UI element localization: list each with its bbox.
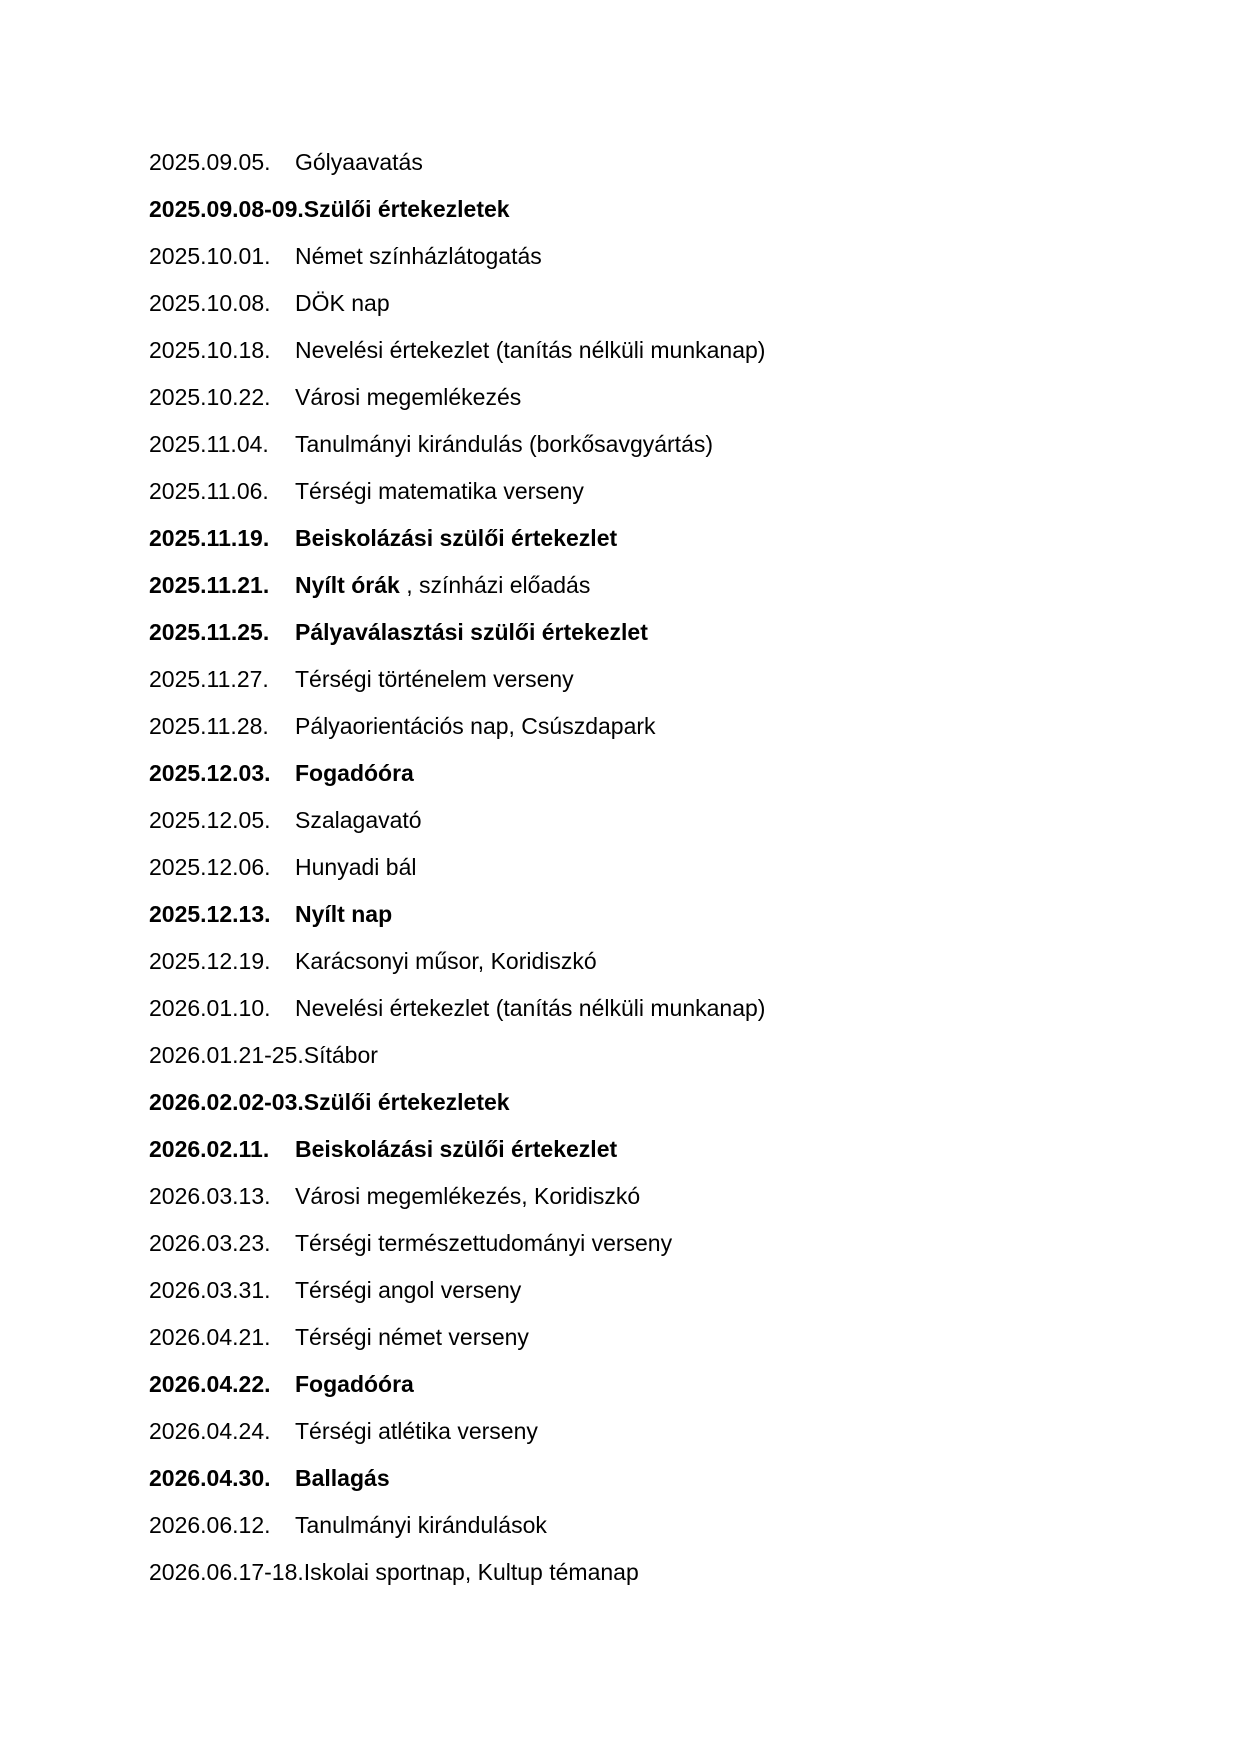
event-title: Fogadóóra (295, 1371, 414, 1397)
event-title: Térségi angol verseny (295, 1277, 522, 1303)
event-title: Hunyadi bál (295, 854, 417, 880)
event-date: 2025.12.19. (149, 948, 271, 974)
event-title: Nevelési értekezlet (tanítás nélküli munkanap) (295, 337, 766, 363)
schedule-row (149, 797, 765, 844)
event-title: Iskolai sportnap, Kultup témanap (303, 1559, 639, 1585)
schedule-row (149, 139, 765, 186)
schedule-row (149, 374, 765, 421)
event-date: 2025.09.08-09. (149, 196, 304, 222)
event-date: 2025.11.28. (149, 713, 269, 739)
event-date: 2026.04.22. (149, 1371, 271, 1397)
event-title: Nevelési értekezlet (tanítás nélküli munkanap) (295, 995, 766, 1021)
event-title: Fogadóóra (295, 760, 414, 786)
schedule-row (149, 1502, 765, 1549)
event-date: 2025.10.18. (149, 337, 271, 363)
schedule-row (149, 750, 765, 797)
event-title-suffix: , színházi előadás (406, 572, 591, 598)
event-date: 2025.10.22. (149, 384, 271, 410)
event-date: 2026.01.21-25. (149, 1042, 304, 1068)
event-date: 2026.03.13. (149, 1183, 271, 1209)
schedule-row (149, 515, 765, 562)
event-date: 2026.02.11. (149, 1136, 270, 1162)
event-date: 2025.12.05. (149, 807, 271, 833)
event-title: Tanulmányi kirándulás (borkősavgyártás) (295, 431, 714, 457)
event-title: Tanulmányi kirándulások (295, 1512, 547, 1538)
schedule-row (149, 1549, 765, 1596)
event-title: Pályaorientációs nap, Csúszdapark (295, 713, 656, 739)
schedule-row (149, 1267, 765, 1314)
event-title: Sítábor (303, 1042, 378, 1068)
schedule-row (149, 280, 765, 327)
event-date: 2025.11.21. (149, 572, 270, 598)
event-date: 2025.11.06. (149, 478, 269, 504)
schedule-row (149, 1126, 765, 1173)
schedule-row (149, 1173, 765, 1220)
event-title: Karácsonyi műsor, Koridiszkó (295, 948, 597, 974)
event-title: Szülői értekezletek (303, 1089, 510, 1115)
event-title: Beiskolázási szülői értekezlet (295, 525, 618, 551)
event-title: Nyílt órák (295, 572, 400, 598)
schedule-row (149, 609, 765, 656)
schedule-row (149, 186, 765, 233)
event-title: Térségi atlétika verseny (295, 1418, 538, 1444)
event-date: 2026.06.17-18. (149, 1559, 304, 1585)
event-date: 2025.11.19. (149, 525, 270, 551)
event-date: 2025.11.25. (149, 619, 270, 645)
event-title: Városi megemlékezés, Koridiszkó (295, 1183, 641, 1209)
event-title: Ballagás (295, 1465, 390, 1491)
schedule-row (149, 985, 765, 1032)
schedule-row (149, 1079, 765, 1126)
event-date: 2025.12.03. (149, 760, 271, 786)
event-date: 2025.10.01. (149, 243, 271, 269)
schedule-row (149, 938, 765, 985)
event-date: 2026.03.23. (149, 1230, 271, 1256)
schedule-row (149, 327, 765, 374)
event-date: 2025.12.06. (149, 854, 271, 880)
schedule-row (149, 1314, 765, 1361)
schedule-row (149, 421, 765, 468)
schedule-row (149, 656, 765, 703)
event-title: Térségi történelem verseny (295, 666, 574, 692)
event-date: 2026.04.30. (149, 1465, 271, 1491)
event-title: Városi megemlékezés (295, 384, 522, 410)
event-title: Beiskolázási szülői értekezlet (295, 1136, 618, 1162)
event-date: 2026.03.31. (149, 1277, 271, 1303)
schedule-row (149, 468, 765, 515)
schedule-row (149, 1032, 765, 1079)
event-schedule-list (149, 139, 765, 1596)
schedule-row (149, 1455, 765, 1502)
event-date: 2025.12.13. (149, 901, 271, 927)
event-title: Gólyaavatás (295, 149, 423, 175)
event-date: 2026.06.12. (149, 1512, 271, 1538)
event-date: 2026.01.10. (149, 995, 271, 1021)
schedule-row (149, 703, 765, 750)
event-title: Német színházlátogatás (295, 243, 542, 269)
event-title: Térségi természettudományi verseny (295, 1230, 673, 1256)
event-title: Térségi matematika verseny (295, 478, 584, 504)
event-date: 2026.02.02-03. (149, 1089, 304, 1115)
event-title: Térségi német verseny (295, 1324, 529, 1350)
schedule-row (149, 562, 765, 609)
event-date: 2025.11.04. (149, 431, 269, 457)
schedule-row (149, 891, 765, 938)
schedule-row (149, 1408, 765, 1455)
event-title: Pályaválasztási szülői értekezlet (295, 619, 648, 645)
event-date: 2025.11.27. (149, 666, 269, 692)
event-title: Nyílt nap (295, 901, 393, 927)
event-title: Szalagavató (295, 807, 422, 833)
schedule-row (149, 1361, 765, 1408)
schedule-row (149, 844, 765, 891)
schedule-row (149, 233, 765, 280)
event-date: 2026.04.21. (149, 1324, 271, 1350)
event-title: DÖK nap (295, 290, 390, 316)
event-date: 2025.10.08. (149, 290, 271, 316)
event-date: 2025.09.05. (149, 149, 271, 175)
event-title: Szülői értekezletek (303, 196, 510, 222)
event-date: 2026.04.24. (149, 1418, 271, 1444)
schedule-row (149, 1220, 765, 1267)
